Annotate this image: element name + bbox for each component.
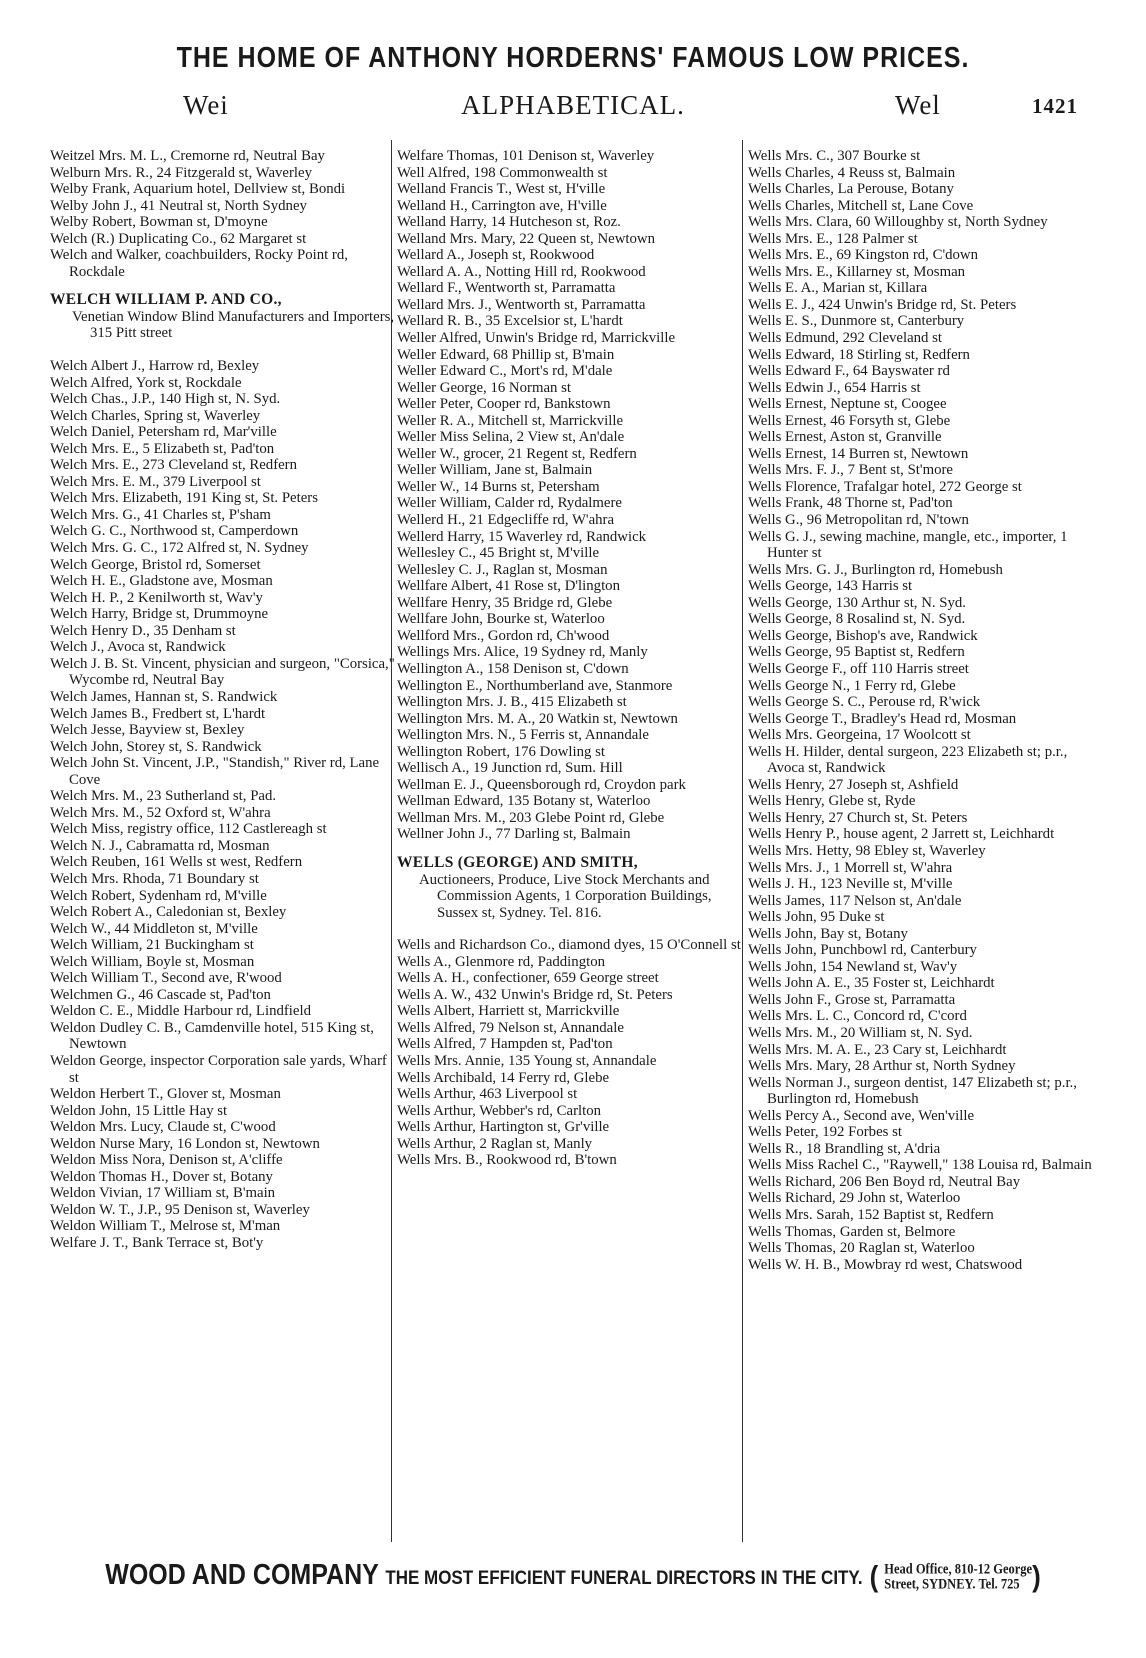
directory-entry: Wells A., Glenmore rd, Paddington (397, 953, 605, 970)
advertiser-name: WOOD AND COMPANY (105, 1558, 379, 1592)
directory-entry: Wells John, Bay st, Botany (748, 925, 908, 942)
directory-entry: Wells Mrs. E., 69 Kingston rd, C'down (748, 247, 979, 264)
directory-entry: Wells H. Hilder, dental surgeon, 223 Elizabeth st; p.r., Avoca st, Randwick (748, 743, 1068, 777)
directory-entry: Wellard Mrs. J., Wentworth st, Parramatta (397, 296, 646, 313)
display-advertisement-text: Venetian Window Blind Manufacturers and Importers, 315 Pitt street (72, 308, 395, 342)
directory-entry: Wells Richard, 206 Ben Boyd rd, Neutral Bay (748, 1173, 1021, 1190)
directory-entry: Wells George, Bishop's ave, Randwick (748, 627, 978, 644)
directory-entry: Welch Robert, Sydenham rd, M'ville (50, 887, 267, 904)
directory-entry: Weller R. A., Mitchell st, Marrickville (397, 412, 624, 429)
directory-entry: Wells John, Punchbowl rd, Canterbury (748, 942, 977, 959)
directory-entry: Wells George N., 1 Ferry rd, Glebe (748, 677, 956, 694)
directory-entry: Wells George, 130 Arthur st, N. Syd. (748, 594, 967, 611)
directory-entry: Weldon Herbert T., Glover st, Mosman (50, 1086, 281, 1103)
directory-column-2 (397, 148, 745, 1169)
directory-entry: Weller William, Calder rd, Rydalmere (397, 495, 622, 512)
directory-entry: Wells Richard, 29 John st, Waterloo (748, 1190, 961, 1207)
directory-entry: Weldon Miss Nora, Denison st, A'cliffe (50, 1152, 283, 1169)
directory-entry: Weller W., 14 Burns st, Petersham (397, 478, 600, 495)
bracket-close: ) (1032, 1558, 1041, 1594)
directory-entry: Welch Mrs. E., 273 Cleveland st, Redfern (50, 457, 298, 474)
directory-entry: Welch N. J., Cabramatta rd, Mosman (50, 837, 270, 854)
directory-entry: Wells Mrs. Mary, 28 Arthur st, North Sydney (748, 1058, 1016, 1075)
directory-entry: Wellard A., Joseph st, Rookwood (397, 247, 595, 264)
directory-column-3 (748, 148, 1096, 1273)
directory-entry: Wells Ernest, Aston st, Granville (748, 429, 942, 446)
directory-entry: Wells Archibald, 14 Ferry rd, Glebe (397, 1069, 610, 1086)
directory-entry: Weldon George, inspector Corporation sale yards, Wharf st (50, 1052, 387, 1086)
directory-entry: Wells Mrs. J., 1 Morrell st, W'ahra (748, 859, 953, 876)
directory-entry: Welch J., Avoca st, Randwick (50, 639, 226, 656)
directory-entry: Wells George, 143 Harris st (748, 578, 913, 595)
directory-entry: Wells George F., off 110 Harris street (748, 660, 969, 677)
directory-entry: Wells Alfred, 7 Hampden st, Pad'ton (397, 1036, 613, 1053)
directory-entry: Weldon Nurse Mary, 16 London st, Newtown (50, 1135, 320, 1152)
directory-entry: Wells Peter, 192 Forbes st (748, 1124, 902, 1141)
directory-entry: Wells John, 95 Duke st (748, 909, 885, 926)
directory-entry: Wells Norman J., surgeon dentist, 147 Elizabeth st; p.r., Burlington rd, Homebush (748, 1074, 1077, 1108)
directory-entry: Wells Edward F., 64 Bayswater rd (748, 363, 950, 380)
directory-entry: Wells Mrs. M. A. E., 23 Cary st, Leichhardt (748, 1041, 1007, 1058)
header-title: ALPHABETICAL. (461, 90, 685, 120)
directory-entry: Wellington Mrs. N., 5 Ferris st, Annandale (397, 727, 649, 744)
display-advertisement-text: Auctioneers, Produce, Live Stock Merchants and Commission Agents, 1 Corporation Buildings, Sussex st, Sydney. Tel. 816. (419, 871, 712, 921)
directory-entry: Wells Henry, 27 Joseph st, Ashfield (748, 776, 959, 793)
directory-entry: Wells George, 8 Rosalind st, N. Syd. (748, 611, 966, 628)
bracket-open: ( (869, 1558, 879, 1594)
directory-entry: Welch Harry, Bridge st, Drummoyne (50, 606, 269, 623)
directory-entry: Wells Charles, 4 Reuss st, Balmain (748, 164, 956, 181)
directory-entry: Weldon Vivian, 17 William st, B'main (50, 1185, 276, 1202)
directory-entry: Wells Mrs. Annie, 135 Young st, Annandale (397, 1052, 657, 1069)
directory-entry: Wells Arthur, 463 Liverpool st (397, 1086, 578, 1103)
directory-entry: Welch (R.) Duplicating Co., 62 Margaret st (50, 230, 307, 247)
directory-entry: Wellisch A., 19 Junction rd, Sum. Hill (397, 760, 623, 777)
display-advertisement-heading: WELCH WILLIAM P. AND CO., (50, 291, 282, 309)
directory-entry: Weller William, Jane st, Balmain (397, 462, 593, 479)
directory-entry: Welch John St. Vincent, J.P., "Standish," River rd, Lane Cove (50, 755, 380, 788)
directory-entry: Wells Henry, 27 Church st, St. Peters (748, 809, 968, 826)
directory-entry: Wellfare Henry, 35 Bridge rd, Glebe (397, 594, 613, 611)
directory-entry: Weldon Thomas H., Dover st, Botany (50, 1168, 273, 1185)
directory-entry: Wellfare Albert, 41 Rose st, D'lington (397, 578, 620, 595)
directory-entry: Wells John, 154 Newland st, Wav'y (748, 958, 958, 975)
directory-entry: Weller Edward, 68 Phillip st, B'main (397, 346, 615, 363)
directory-entry: Wells Mrs. B., Rookwood rd, B'town (397, 1152, 617, 1169)
directory-entry: Wells Mrs. F. J., 7 Bent st, St'more (748, 462, 953, 479)
directory-entry: Welch Miss, registry office, 112 Castlereagh st (50, 821, 327, 838)
directory-entry: Wells W. H. B., Mowbray rd west, Chatswood (748, 1256, 1023, 1273)
directory-entry: Weller Peter, Cooper rd, Bankstown (397, 396, 611, 413)
directory-entry: Wells Henry, Glebe st, Ryde (748, 793, 916, 810)
directory-entry: Welfare Thomas, 101 Denison st, Waverley (397, 148, 655, 164)
directory-entry: Weller Alfred, Unwin's Bridge rd, Marrickville (397, 330, 676, 347)
address-line-1: Head Office, 810-12 George (884, 1560, 1033, 1577)
directory-entry: Welch H. E., Gladstone ave, Mosman (50, 573, 273, 590)
directory-entry: Wells and Richardson Co., diamond dyes, 15 O'Connell st (397, 937, 741, 954)
directory-entry: Welch G. C., Northwood st, Camperdown (50, 523, 299, 540)
directory-entry: Welch James B., Fredbert st, L'hardt (50, 705, 266, 722)
page-number: 1421 (1032, 94, 1078, 118)
bottom-banner (0, 1559, 1146, 1595)
directory-entry: Welch Daniel, Petersham rd, Mar'ville (50, 424, 277, 441)
directory-entry: Wellington E., Northumberland ave, Stanmore (397, 677, 673, 694)
directory-entry: Welland Francis T., West st, H'ville (397, 181, 606, 198)
directory-entry: Welch Alfred, York st, Rockdale (50, 374, 242, 391)
directory-entry: Wells George S. C., Perouse rd, R'wick (748, 694, 981, 711)
directory-entry: Wells Ernest, 14 Burren st, Newtown (748, 445, 969, 462)
directory-entry: Welch Mrs. E., 5 Elizabeth st, Pad'ton (50, 440, 275, 457)
directory-entry: Wells Edward, 18 Stirling st, Redfern (748, 346, 970, 363)
directory-entry: Welch William T., Second ave, R'wood (50, 970, 282, 987)
directory-entry: Wells Mrs. Hetty, 98 Ebley st, Waverley (748, 842, 986, 859)
directory-entry: Welch Mrs. G. C., 172 Alfred st, N. Sydney (50, 540, 309, 557)
directory-entry: Wellington A., 158 Denison st, C'down (397, 660, 629, 677)
directory-entry: Weldon John, 15 Little Hay st (50, 1102, 228, 1119)
directory-entry: Welch Albert J., Harrow rd, Bexley (50, 358, 260, 375)
directory-entry: Wellard F., Wentworth st, Parramatta (397, 280, 616, 297)
directory-entry: Wells Mrs. M., 20 William st, N. Syd. (748, 1024, 973, 1041)
directory-entry: Wells Mrs. E., Killarney st, Mosman (748, 263, 966, 280)
directory-entry: Wells Mrs. Clara, 60 Willoughby st, North Sydney (748, 214, 1048, 231)
directory-entry: Wells John A. E., 35 Foster st, Leichhardt (748, 975, 995, 992)
directory-entry: Welch Mrs. E. M., 379 Liverpool st (50, 473, 261, 490)
directory-entry: Wellings Mrs. Alice, 19 Sydney rd, Manly (397, 644, 648, 661)
top-banner: THE HOME OF ANTHONY HORDERNS' FAMOUS LOW PRICES. (176, 41, 970, 75)
directory-entry: Wells Mrs. L. C., Concord rd, C'cord (748, 1008, 967, 1025)
directory-entry: Welburn Mrs. R., 24 Fitzgerald st, Waverley (50, 164, 312, 181)
directory-entry: Weller Miss Selina, 2 View st, An'dale (397, 429, 625, 446)
directory-entry: Wells R., 18 Brandling st, A'dria (748, 1140, 941, 1157)
directory-entry: Wellington Mrs. J. B., 415 Elizabeth st (397, 694, 627, 711)
page-header (0, 90, 1146, 124)
directory-entry: Wells Percy A., Second ave, Wen'ville (748, 1107, 975, 1124)
directory-entry: Wells Albert, Harriett st, Marrickville (397, 1003, 620, 1020)
directory-entry: Wells John F., Grose st, Parramatta (748, 991, 956, 1008)
directory-entry: Wells Mrs. G. J., Burlington rd, Homebush (748, 561, 1003, 578)
directory-entry: Welch Charles, Spring st, Waverley (50, 407, 261, 424)
directory-entry: Welch Reuben, 161 Wells st west, Redfern (50, 854, 303, 871)
directory-entry: Welby John J., 41 Neutral st, North Sydney (50, 197, 307, 214)
directory-entry: Welch James, Hannan st, S. Randwick (50, 688, 278, 705)
directory-entry: Welch W., 44 Middleton st, M'ville (50, 920, 258, 937)
advertiser-address (884, 1562, 1032, 1592)
directory-entry: Wells A. W., 432 Unwin's Bridge rd, St. Peters (397, 986, 673, 1003)
directory-entry: Welby Frank, Aquarium hotel, Dellview st, Bondi (50, 181, 346, 198)
directory-entry: Welch H. P., 2 Kenilworth st, Wav'y (50, 589, 263, 606)
directory-entry: Wells Alfred, 79 Nelson st, Annandale (397, 1019, 624, 1036)
directory-entry: Wellerd Harry, 15 Waverley rd, Randwick (397, 528, 647, 545)
directory-entry: Weitzel Mrs. M. L., Cremorne rd, Neutral Bay (50, 148, 325, 164)
directory-entry: Wells Charles, Mitchell st, Lane Cove (748, 197, 974, 214)
directory-entry: Welland Harry, 14 Hutcheson st, Roz. (397, 214, 621, 231)
directory-entry: Wells George T., Bradley's Head rd, Mosman (748, 710, 1017, 727)
directory-entry: Wells Frank, 48 Thorne st, Pad'ton (748, 495, 953, 512)
directory-column-1 (50, 148, 398, 1252)
directory-entry: Weldon Dudley C. B., Camdenville hotel, 515 King st, Newtown (50, 1019, 374, 1053)
directory-entry: Wellington Robert, 176 Dowling st (397, 743, 606, 760)
directory-entry: Weldon William T., Melrose st, M'man (50, 1218, 281, 1235)
directory-entry: Welch Mrs. M., 52 Oxford st, W'ahra (50, 804, 271, 821)
display-advertisement-heading: WELLS (GEORGE) AND SMITH, (397, 853, 638, 871)
directory-entry: Wellner John J., 77 Darling st, Balmain (397, 826, 631, 843)
directory-entry: Wellerd H., 21 Edgecliffe rd, W'ahra (397, 512, 615, 529)
directory-entry: Wellesley C. J., Raglan st, Mosman (397, 561, 608, 578)
directory-entry: Welch Mrs. Elizabeth, 191 King st, St. Peters (50, 490, 318, 507)
directory-entry: Wells Mrs. Sarah, 152 Baptist st, Redfern (748, 1207, 994, 1223)
directory-entry: Welch Robert A., Caledonian st, Bexley (50, 904, 287, 921)
directory-entry: Welchmen G., 46 Cascade st, Pad'ton (50, 986, 271, 1003)
directory-entry: Welch J. B. St. Vincent, physician and surgeon, "Corsica," Wycombe rd, Neutral Bay (50, 655, 395, 689)
directory-entry: Wells Miss Rachel C., "Raywell," 138 Louisa rd, Balmain (748, 1157, 1092, 1174)
directory-entry: Weller W., grocer, 21 Regent st, Redfern (397, 445, 637, 462)
directory-entry: Wells Florence, Trafalgar hotel, 272 George st (748, 478, 1022, 495)
directory-entry: Welch and Walker, coachbuilders, Rocky Point rd, Rockdale (50, 247, 348, 280)
directory-entry: Welland H., Carrington ave, H'ville (397, 197, 607, 214)
directory-entry: Welfare J. T., Bank Terrace st, Bot'y (50, 1235, 264, 1251)
directory-entry: Wellman Mrs. M., 203 Glebe Point rd, Glebe (397, 809, 665, 826)
directory-entry: Well Alfred, 198 Commonwealth st (397, 164, 608, 181)
directory-entry: Wells Mrs. E., 128 Palmer st (748, 230, 918, 247)
directory-entry: Welch William, Boyle st, Mosman (50, 953, 255, 970)
directory-entry: Wells George, 95 Baptist st, Redfern (748, 644, 965, 661)
directory-entry: Welch Jesse, Bayview st, Bexley (50, 722, 245, 739)
header-left-guide-word: Wei (183, 90, 229, 120)
directory-entry: Wells Charles, La Perouse, Botany (748, 181, 954, 198)
directory-entry: Welch George, Bristol rd, Somerset (50, 556, 261, 573)
directory-entry: Weller Edward C., Mort's rd, M'dale (397, 363, 613, 380)
directory-entry: Wells J. H., 123 Neville st, M'ville (748, 876, 953, 893)
directory-entry: Wellard R. B., 35 Excelsior st, L'hardt (397, 313, 623, 330)
directory-entry: Wellard A. A., Notting Hill rd, Rookwood (397, 263, 646, 280)
directory-entry: Welch Henry D., 35 Denham st (50, 622, 236, 639)
directory-entry: Welch Chas., J.P., 140 High st, N. Syd. (50, 391, 281, 408)
directory-entry: Wells James, 117 Nelson st, An'dale (748, 892, 962, 909)
directory-entry: Welby Robert, Bowman st, D'moyne (50, 214, 268, 231)
directory-entry: Wells G., 96 Metropolitan rd, N'town (748, 512, 969, 529)
directory-entry: Weldon W. T., J.P., 95 Denison st, Waverley (50, 1201, 310, 1218)
directory-entry: Wellman E. J., Queensborough rd, Croydon park (397, 776, 686, 793)
header-right-guide-word: Wel (895, 90, 941, 120)
directory-entry: Wellington Mrs. M. A., 20 Watkin st, Newtown (397, 710, 678, 727)
directory-entry: Wells Edmund, 292 Cleveland st (748, 330, 943, 347)
directory-entry: Welch Mrs. M., 23 Sutherland st, Pad. (50, 788, 277, 805)
directory-entry: Welch John, Storey st, S. Randwick (50, 738, 262, 755)
directory-entry: Wellford Mrs., Gordon rd, Ch'wood (397, 627, 610, 644)
directory-entry: Wells E. J., 424 Unwin's Bridge rd, St. Peters (748, 296, 1017, 313)
directory-entry: Wells Arthur, Hartington st, Gr'ville (397, 1119, 610, 1136)
directory-entry: Wells Ernest, 46 Forsyth st, Glebe (748, 412, 951, 429)
advertiser-tagline: THE MOST EFFICIENT FUNERAL DIRECTORS IN THE CITY. (385, 1566, 863, 1589)
directory-entry: Weldon C. E., Middle Harbour rd, Lindfield (50, 1003, 311, 1020)
directory-entry: Welch William, 21 Buckingham st (50, 937, 254, 954)
directory-entry: Wells E. A., Marian st, Killara (748, 280, 928, 297)
directory-entry: Wells Edwin J., 654 Harris st (748, 379, 921, 396)
directory-entry: Wellfare John, Bourke st, Waterloo (397, 611, 605, 628)
directory-entry: Wells G. J., sewing machine, mangle, etc., importer, 1 Hunter st (748, 528, 1068, 562)
directory-entry: Wells Thomas, Garden st, Belmore (748, 1223, 956, 1240)
directory-entry: Wells Mrs. C., 307 Bourke st (748, 148, 921, 164)
directory-entry: Wells A. H., confectioner, 659 George street (397, 970, 659, 987)
directory-entry: Weller George, 16 Norman st (397, 379, 571, 396)
directory-entry: Welch Mrs. G., 41 Charles st, P'sham (50, 506, 271, 523)
directory-entry: Wells Ernest, Neptune st, Coogee (748, 396, 947, 413)
address-line-2: Street, SYDNEY. Tel. 725 (884, 1575, 1020, 1592)
directory-entry: Wells Thomas, 20 Raglan st, Waterloo (748, 1240, 975, 1257)
directory-entry: Welland Mrs. Mary, 22 Queen st, Newtown (397, 230, 655, 247)
directory-entry: Weldon Mrs. Lucy, Claude st, C'wood (50, 1119, 276, 1136)
directory-entry: Wells Arthur, Webber's rd, Carlton (397, 1102, 602, 1119)
directory-entry: Wellman Edward, 135 Botany st, Waterloo (397, 793, 651, 810)
directory-entry: Wells Henry P., house agent, 2 Jarrett st, Leichhardt (748, 826, 1055, 843)
directory-entry: Welch Mrs. Rhoda, 71 Boundary st (50, 870, 259, 887)
directory-entry: Wells Mrs. Georgeina, 17 Woolcott st (748, 727, 971, 744)
directory-entry: Wells Arthur, 2 Raglan st, Manly (397, 1135, 593, 1152)
directory-entry: Wells E. S., Dunmore st, Canterbury (748, 313, 965, 330)
directory-entry: Wellesley C., 45 Bright st, M'ville (397, 545, 600, 562)
